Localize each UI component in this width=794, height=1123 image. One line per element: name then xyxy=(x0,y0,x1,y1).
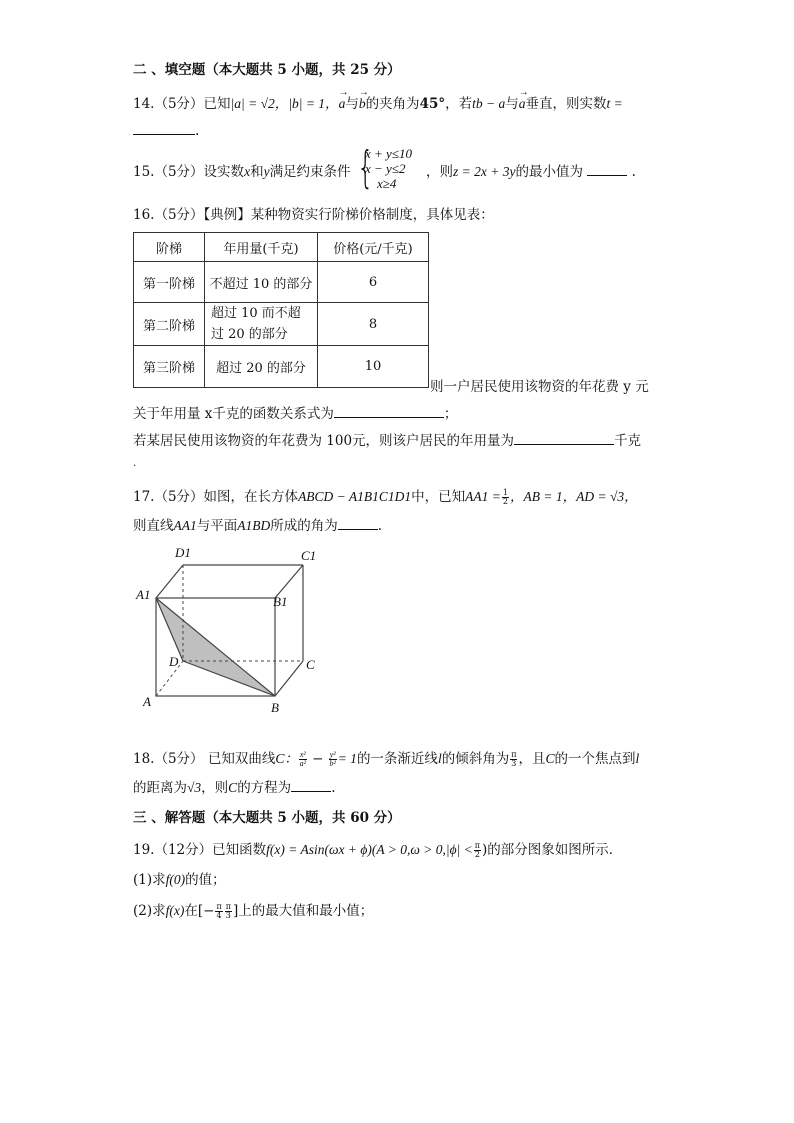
q14-with1: 与 xyxy=(345,96,359,112)
q14-prefix: 14.（5分）已知 xyxy=(133,96,231,112)
question-19 xyxy=(133,841,622,859)
q18-l2b: ，则 xyxy=(201,780,229,796)
q19-three: 3 xyxy=(225,911,231,920)
q18-l2c: 的方程为 xyxy=(237,780,292,796)
price-tier-table xyxy=(133,232,429,388)
q14-vec-a: → a xyxy=(339,95,346,113)
q19-four: 4 xyxy=(216,911,222,920)
q15-x: x xyxy=(244,164,251,179)
q15-and: 和 xyxy=(250,164,264,180)
q14-a-abs: |a| = √2， xyxy=(230,96,289,111)
q19-frac-pi3 xyxy=(225,903,232,920)
q18-c3: C xyxy=(228,780,238,795)
q18-frac-pi3 xyxy=(510,751,517,768)
q15-mid: 满足约束条件 xyxy=(269,164,351,180)
q18-frac-y xyxy=(329,751,337,768)
edge-a1d1 xyxy=(156,565,183,598)
q15-after: ，则 xyxy=(426,164,453,180)
q15-tail: 的最小值为 xyxy=(515,164,583,180)
q18-pi: π xyxy=(511,750,517,759)
q16-answer-blank-2[interactable] xyxy=(514,432,614,445)
q18-c: C： xyxy=(275,751,298,766)
q16-line4: . xyxy=(133,458,137,469)
edge-bc xyxy=(275,661,303,696)
q15-constraint-1: x + y≤10 xyxy=(365,146,412,161)
q16-answer-blank-1[interactable] xyxy=(334,405,444,418)
q18-a2: a² xyxy=(299,759,307,768)
q14-perp-tail: 垂直，则实数 xyxy=(525,96,607,112)
q14-tb: tb − a xyxy=(472,96,506,111)
q16-line2 xyxy=(133,405,457,423)
q14-angle-tail: 的夹角为 xyxy=(365,96,420,112)
q14-end: . xyxy=(195,123,200,139)
q17-l2e: 所成的角为 xyxy=(270,518,338,534)
table-cell-line: 过 20 的部分 xyxy=(211,327,288,342)
table-cell: 10 xyxy=(318,346,429,388)
question-19-part1 xyxy=(133,871,226,889)
q19-p2-f: f(x) xyxy=(165,903,185,918)
q17-ab-ad: ，AB = 1，AD = √3， xyxy=(510,489,638,504)
label-a1: A1 xyxy=(136,587,151,602)
table-cell: 第一阶梯 xyxy=(134,262,205,303)
q14-with2: 与 xyxy=(505,96,519,112)
q19-frac-pi2 xyxy=(474,842,481,859)
q18-end: . xyxy=(331,780,336,796)
q19-pi3: π xyxy=(225,902,231,911)
q19-prefix: 19.（12分）已知函数 xyxy=(133,842,267,858)
table-cell: 不超过 10 的部分 xyxy=(205,262,318,303)
q19-two: 2 xyxy=(474,850,480,859)
cuboid-figure xyxy=(133,543,333,718)
q18-b2: b² xyxy=(329,759,336,768)
q14-perp-text: ，若 xyxy=(445,96,473,112)
q17-l2d: A1BD xyxy=(237,518,271,533)
q17-aa1: AA1 = xyxy=(465,489,501,504)
q18-frac-x xyxy=(299,751,307,768)
q19-fx: f(x) = Asin(ωx + ϕ)(A > 0,ω > 0,|ϕ| < xyxy=(266,842,473,857)
question-14-line1 xyxy=(133,95,623,113)
q16-line2-end: ； xyxy=(443,406,458,422)
q18-mid2: 的倾斜角为 xyxy=(441,751,510,767)
table-cell: 6 xyxy=(318,262,429,303)
q17-l2b: AA1 xyxy=(173,518,197,533)
q18-three: 3 xyxy=(511,759,517,768)
q17-end: . xyxy=(377,518,383,534)
table-cell xyxy=(205,303,318,346)
q19-p2: (2)求 xyxy=(133,903,166,919)
q15-constraint-3: x≥4 xyxy=(377,176,397,191)
section-title-fill-in: 二 、填空题（本大题共 5 小题，共 25 分） xyxy=(133,62,401,78)
table-row xyxy=(134,262,429,303)
q19-p2-mid: 在 xyxy=(184,903,198,919)
q15-end: . xyxy=(631,164,636,180)
q18-x2: x² xyxy=(299,750,306,759)
question-17-line1 xyxy=(133,488,638,506)
q17-l2c: 与平面 xyxy=(196,518,238,534)
q15-constraint-2: x − y≤2 xyxy=(365,161,406,176)
q19-p1-f: f(0) xyxy=(165,872,186,887)
q15-prefix: 15.（5分）设实数 xyxy=(133,164,245,180)
q18-prefix: 18.（5分） 已知双曲线 xyxy=(133,751,276,767)
q18-tail: 的一个焦点到 xyxy=(554,751,636,767)
q17-answer-blank[interactable] xyxy=(338,517,378,530)
q15-z: z = 2x + 3y xyxy=(453,164,516,179)
q17-frac-den: 2 xyxy=(502,497,508,506)
label-d: D xyxy=(169,654,179,669)
q14-answer-blank[interactable] xyxy=(133,122,195,135)
question-18-line2 xyxy=(133,779,335,797)
q14-b-abs: |b| = 1， xyxy=(288,96,339,111)
question-15-tail xyxy=(426,163,636,181)
label-d1: D1 xyxy=(175,545,191,560)
q14-angle: 45° xyxy=(419,96,446,112)
q19-pi4: π xyxy=(216,902,222,911)
question-15 xyxy=(133,163,351,181)
table-cell-line: 超过 10 而不超 xyxy=(211,306,301,321)
q18-mid: 的一条渐近线 xyxy=(356,751,438,767)
label-b: B xyxy=(271,700,279,715)
label-a: A xyxy=(143,694,151,709)
table-cell: 超过 20 的部分 xyxy=(205,346,318,388)
q14-vec-b: → b xyxy=(359,95,366,113)
question-18-line1: 18.（5分） 已知双曲线C： $\frac{\text{x²}}{\text{a²}}$ − $\frac{\text{y²}}{\text{b²}}$ = 1的一条渐近线l的倾斜角为 $\frac{\pi}{3}$ ，且C的一个焦点到l xyxy=(133,750,640,768)
table-header-row xyxy=(134,233,429,262)
table-cell: 第二阶梯 xyxy=(134,303,205,346)
edge-a1b xyxy=(156,598,275,696)
section-title-solutions: 三 、解答题（本大题共 5 小题，共 60 分） xyxy=(133,810,401,826)
q15-answer-blank[interactable] xyxy=(587,163,627,176)
q19-p2-end: ]上的最大值和最小值； xyxy=(232,903,374,919)
table-row xyxy=(134,303,429,346)
question-16-prefix: 16.（5分）【典例】某种物资实行阶梯价格制度，具体见表： xyxy=(133,207,494,223)
q18-c2: C xyxy=(545,751,555,766)
q16-after-table: 则一户居民使用该物资的年花费 y 元 xyxy=(430,379,649,395)
q19-tail: )的部分图象如图所示． xyxy=(482,842,623,858)
q18-answer-blank[interactable] xyxy=(291,779,331,792)
q18-l2a: 的距离为 xyxy=(133,780,187,796)
q19-p2-int: [− xyxy=(197,903,215,919)
q18-sqrt3: √3 xyxy=(187,780,202,795)
q16-line3 xyxy=(133,432,641,450)
q16-line2-text: 关于年用量 x千克的函数关系式为 xyxy=(133,406,334,422)
q18-mid3: ，且 xyxy=(518,751,546,767)
q16-line3-text: 若某居民使用该物资的年花费为 100元，则该户居民的年用量为 xyxy=(133,433,515,449)
table-header: 年用量(千克) xyxy=(205,233,318,262)
table-cell: 8 xyxy=(318,303,429,346)
question-17-line2 xyxy=(133,517,382,535)
q19-frac-pi4 xyxy=(215,903,222,920)
q19-p1-end: 的值； xyxy=(185,872,226,888)
q14-t-eq: t = xyxy=(606,96,623,111)
q18-eq: = 1 xyxy=(337,751,357,766)
q17-l2a: 则直线 xyxy=(133,518,174,534)
table-header: 价格(元/千克) xyxy=(318,233,429,262)
table-header: 阶梯 xyxy=(134,233,205,262)
q19-pi: π xyxy=(474,841,481,850)
q15-brace: { xyxy=(357,142,374,193)
q14-vec-a2: → a xyxy=(519,95,526,113)
q18-y2: y² xyxy=(329,750,336,759)
q17-fraction xyxy=(502,489,509,506)
label-c: C xyxy=(306,657,315,672)
table-row xyxy=(134,346,429,388)
table-cell: 第三阶梯 xyxy=(134,346,205,388)
q16-line3-end: 千克 xyxy=(614,433,642,449)
q19-p1: (1)求 xyxy=(133,872,166,888)
q15-y: y xyxy=(263,164,270,179)
q17-frac-num: 1 xyxy=(502,488,508,497)
q17-prefix: 17.（5分）如图，在长方体 xyxy=(133,489,299,505)
q18-l2: l xyxy=(635,751,640,766)
label-b1: B1 xyxy=(273,594,288,609)
q17-mid: 中，已知 xyxy=(411,489,466,505)
q18-l: l xyxy=(437,751,442,766)
label-c1: C1 xyxy=(301,548,317,563)
question-19-part2 xyxy=(133,902,373,920)
q17-solid: ABCD − A1B1C1D1 xyxy=(298,489,412,504)
question-14-line2 xyxy=(133,122,199,140)
